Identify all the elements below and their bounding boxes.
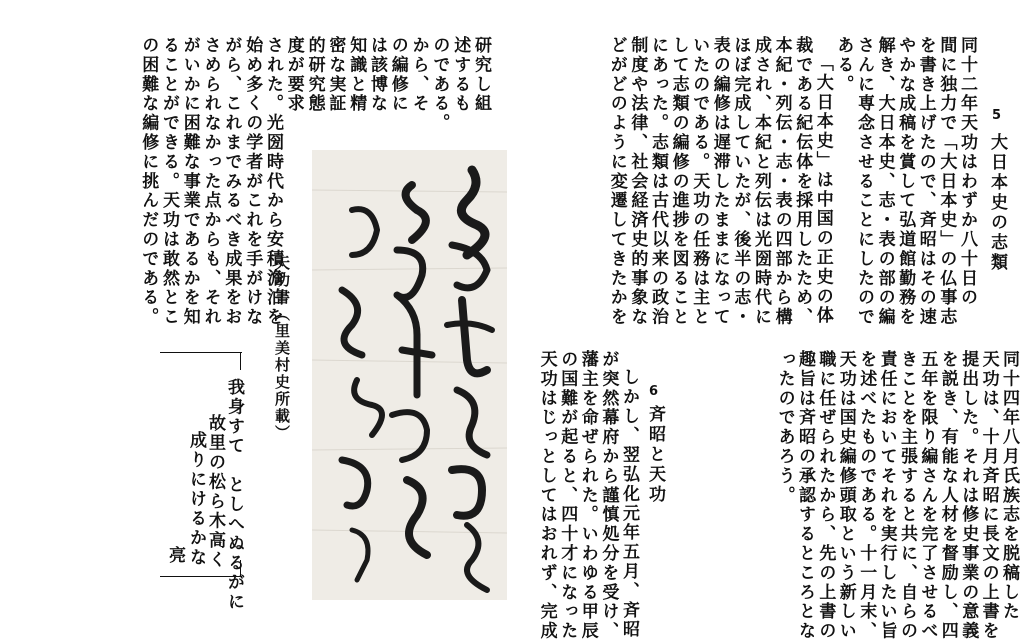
lower-line: 天功は、十月斉昭に長文の上書を bbox=[978, 350, 999, 641]
left-line: 研究し組 bbox=[471, 36, 491, 114]
left-line: 知識と精 bbox=[346, 36, 367, 114]
upper-line: いたのである。天功の任務は主と bbox=[689, 36, 710, 327]
left-line: は該博な bbox=[367, 36, 387, 114]
s6-line: が突然幕府から謹慎処分を受け、 bbox=[598, 350, 619, 641]
upper-line: ほぼ完成していたが、後半の志・ bbox=[730, 36, 751, 327]
left-line: さめられなかった点からも、それ bbox=[200, 36, 221, 327]
lower-line: 提出した。それは修史事業の意義 bbox=[958, 350, 979, 641]
section-5-title: 大日本史の志類 bbox=[987, 133, 1007, 273]
lower-line: ったのであろう。 bbox=[774, 350, 795, 506]
upper-line: 解き、大日本史、志・表の部の編 bbox=[874, 36, 895, 327]
upper-line: 同十二年天功はわずか八十日の bbox=[957, 36, 977, 308]
s6-line: 天功はじっとしてはおれず、完成 bbox=[536, 350, 557, 641]
left-line: 度が要求 bbox=[283, 36, 304, 114]
upper-line: して志類の編修の進捗を図ること bbox=[668, 36, 689, 327]
upper-line: 本紀・列伝・志・表の四部から構 bbox=[771, 36, 792, 327]
section-6-number: 6 bbox=[649, 384, 659, 399]
left-line: された。光圀時代から安積澹泊を bbox=[263, 36, 283, 327]
left-line: 述するも bbox=[450, 36, 471, 114]
left-line: 密な実証 bbox=[325, 36, 346, 114]
lower-line: きことを主張すると共に、自らの bbox=[897, 350, 917, 641]
left-line: の困難な編修に挑んだのである。 bbox=[138, 36, 159, 327]
lower-line: を述べたものである。十一月末、 bbox=[856, 350, 877, 641]
poem-caption: 天功書（里美村史所載） bbox=[273, 255, 291, 442]
lower-line: を説き、有能な人材を督励し、四 bbox=[937, 350, 958, 641]
section-6-title: 斉昭と天功 bbox=[645, 405, 665, 505]
left-line: から、そ bbox=[408, 36, 429, 114]
poem-line-1: 我身すて としへぬるがに bbox=[224, 378, 244, 612]
left-line: がいかに困難な事業であるかを知 bbox=[179, 36, 200, 327]
upper-line: 制度や法律、社会経済史的事象な bbox=[627, 36, 648, 327]
left-line: がら、これまでみるべき成果をお bbox=[221, 36, 242, 327]
s6-line: 藩主を命ぜられた。いわゆる甲辰 bbox=[577, 350, 598, 641]
upper-line: やかな成稿を賞して弘道館勤務を bbox=[895, 36, 916, 327]
upper-line: を書き上げたので、斉昭はその速 bbox=[915, 36, 936, 327]
upper-line: さんに専念させることにしたので bbox=[854, 36, 874, 327]
lower-line: 五年を限り編さんを完了させるべ bbox=[917, 350, 938, 641]
upper-line: 間に独力で「大日本史」の仏事志 bbox=[936, 36, 957, 327]
upper-line: 「大日本史」は中国の正史の体 bbox=[812, 54, 833, 326]
left-line: ることができる。天功は敢然とこ bbox=[159, 36, 179, 327]
poem-signature: 亮 bbox=[165, 546, 185, 566]
s6-line: しかし、翌弘化元年五月、斉昭 bbox=[619, 368, 639, 640]
calligraphy-scroll-image bbox=[312, 150, 507, 600]
left-line: のである。 bbox=[429, 36, 450, 133]
left-line: 的研究態 bbox=[304, 36, 325, 114]
upper-line: ある。 bbox=[833, 36, 854, 95]
poem-line-3: 成りにけるかな bbox=[186, 431, 206, 568]
section-5-number: 5 bbox=[992, 108, 1002, 123]
poem-bracket-top bbox=[160, 352, 242, 353]
poem-line-2: 故里の松ら木高く bbox=[205, 414, 225, 570]
s6-line: の国難が起ると、四十才になった bbox=[557, 350, 578, 641]
upper-line: 成され、本紀と列伝は光圀時代に bbox=[751, 36, 771, 327]
left-line: 始め多くの学者がこれを手がけな bbox=[242, 36, 263, 327]
upper-line: にあった。志類は古代以来の政治 bbox=[648, 36, 668, 327]
left-line: の編修に bbox=[387, 36, 408, 114]
upper-line: どがどのように変遷してきたかを bbox=[606, 36, 627, 327]
upper-line: 表の編修は遅滞したままになって bbox=[709, 36, 730, 327]
calligraphy-scroll-icon bbox=[312, 150, 507, 600]
upper-line: 裁である紀伝体を採用したため、 bbox=[792, 36, 813, 327]
lower-line: 同十四年八月氏族志を脱稿した bbox=[999, 350, 1019, 622]
poem-bracket-right bbox=[240, 352, 241, 370]
lower-line: 趣旨は斉昭の承認するところとな bbox=[795, 350, 815, 641]
lower-line: 責任においてそれを実行したい旨 bbox=[876, 350, 897, 641]
lower-line: 天功は国史編修頭取という新しい bbox=[835, 350, 856, 641]
lower-line: 職に任ぜられたから、先の上書の bbox=[815, 350, 836, 641]
